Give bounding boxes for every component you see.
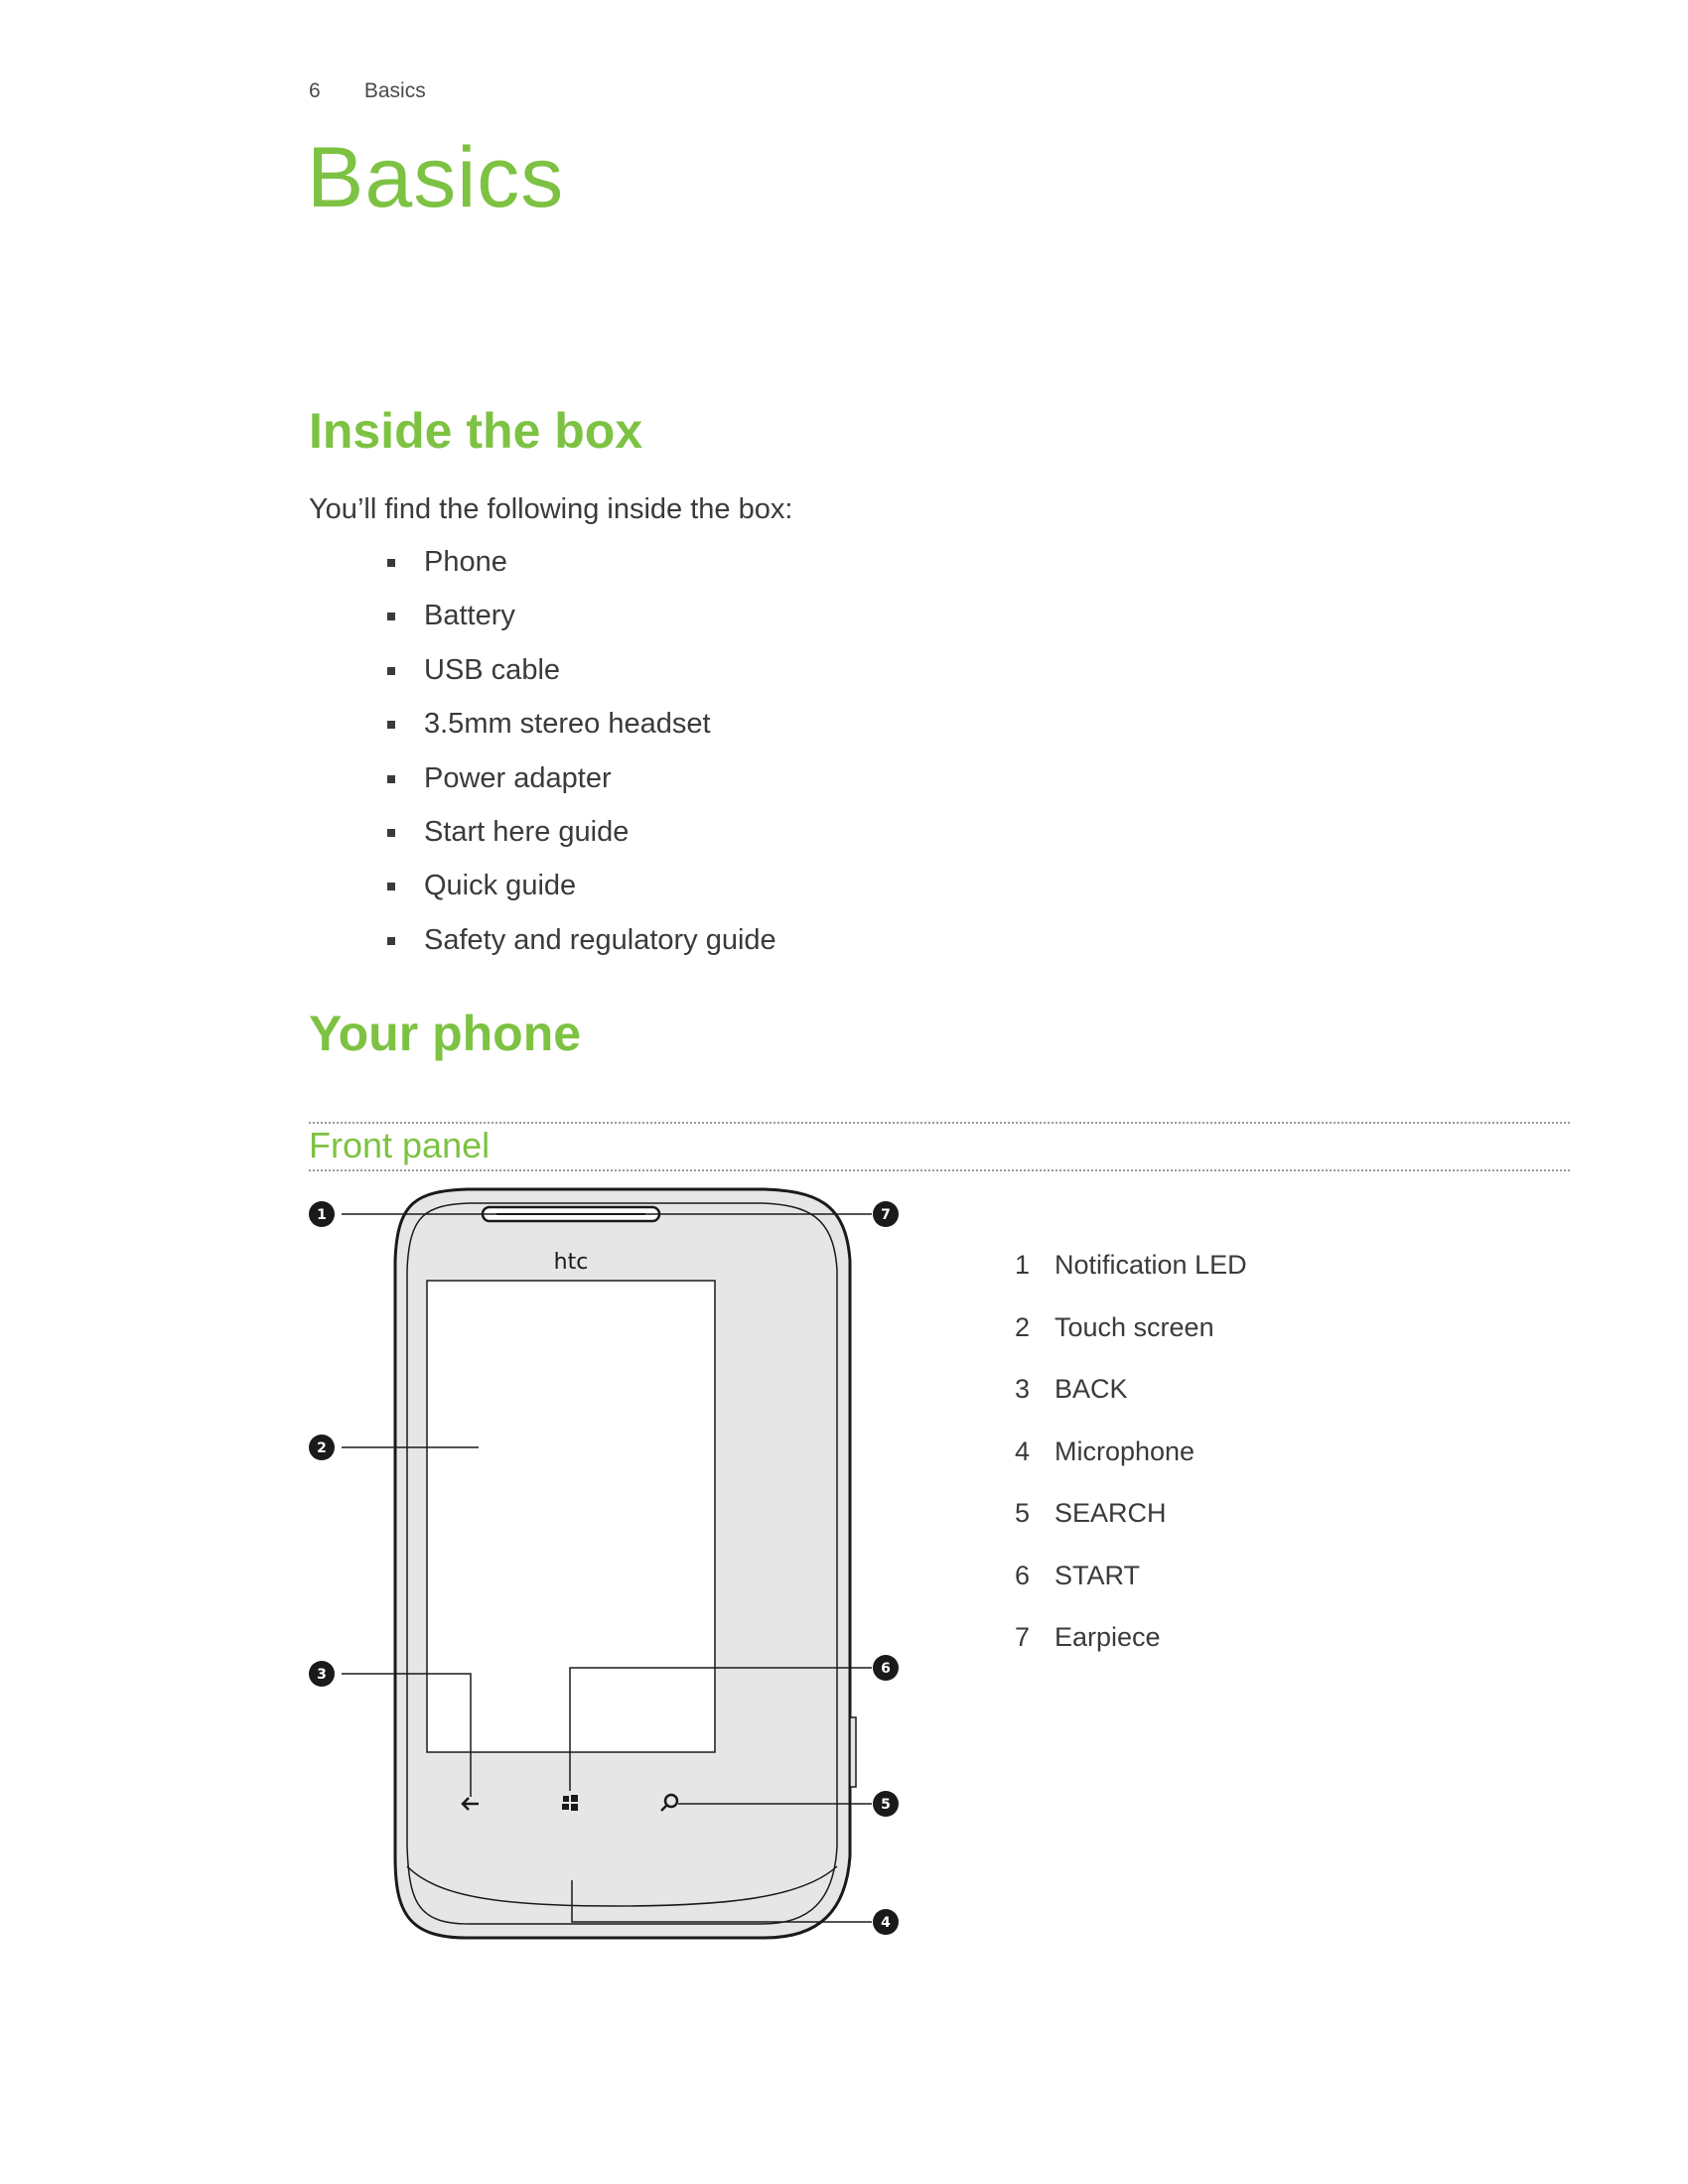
legend-number: 2 <box>1015 1311 1031 1342</box>
box-contents-list <box>387 544 776 976</box>
callout-2 <box>309 1434 335 1460</box>
legend-label: Notification LED <box>1055 1250 1247 1280</box>
list-item: Quick guide <box>387 868 776 921</box>
legend-item <box>1015 1247 1247 1309</box>
legend-label: Touch screen <box>1055 1311 1214 1342</box>
list-item: Phone <box>387 544 776 598</box>
legend-item <box>1015 1619 1247 1682</box>
callout-number: 4 <box>881 1915 891 1931</box>
chapter-title: Basics <box>307 130 565 225</box>
callout-number: 5 <box>881 1797 891 1813</box>
running-section-title: Basics <box>363 79 426 102</box>
htc-logo: htc <box>553 1250 589 1275</box>
legend-item <box>1015 1433 1247 1496</box>
legend-label: BACK <box>1055 1374 1128 1404</box>
page-number: 6 <box>309 79 321 102</box>
legend-number: 4 <box>1015 1435 1031 1466</box>
callout-number: 3 <box>317 1667 327 1683</box>
phone-illustration <box>395 1189 856 1938</box>
front-panel-legend <box>1015 1247 1247 1682</box>
list-item: 3.5mm stereo headset <box>387 706 776 759</box>
callout-3 <box>309 1661 335 1687</box>
dotted-divider <box>309 1122 1570 1124</box>
your-phone-heading: Your phone <box>309 1006 582 1061</box>
callout-5 <box>873 1791 899 1817</box>
legend-item <box>1015 1309 1247 1372</box>
inside-the-box-heading: Inside the box <box>309 403 643 459</box>
callout-6 <box>873 1655 899 1681</box>
callout-number: 6 <box>881 1661 891 1677</box>
callout-7 <box>873 1201 899 1227</box>
legend-number: 6 <box>1015 1560 1031 1590</box>
legend-item <box>1015 1495 1247 1558</box>
legend-number: 3 <box>1015 1374 1031 1404</box>
front-panel-diagram <box>298 1181 914 1956</box>
front-panel-subheading: Front panel <box>309 1125 491 1165</box>
legend-item <box>1015 1558 1247 1620</box>
list-item: Battery <box>387 598 776 651</box>
legend-label: START <box>1055 1560 1141 1590</box>
dotted-divider <box>309 1169 1570 1171</box>
list-item: Safety and regulatory guide <box>387 922 776 976</box>
legend-number: 5 <box>1015 1498 1031 1528</box>
list-item: Power adapter <box>387 760 776 814</box>
inside-the-box-intro: You’ll find the following inside the box: <box>309 493 793 525</box>
legend-number: 1 <box>1015 1250 1031 1280</box>
callout-number: 7 <box>881 1207 891 1223</box>
list-item: USB cable <box>387 652 776 706</box>
legend-label: Microphone <box>1055 1435 1196 1466</box>
callout-1 <box>309 1201 335 1227</box>
running-header <box>309 79 426 103</box>
legend-label: SEARCH <box>1055 1498 1167 1528</box>
legend-number: 7 <box>1015 1622 1031 1652</box>
callout-4 <box>873 1909 899 1935</box>
list-item: Start here guide <box>387 814 776 868</box>
callout-number: 2 <box>317 1440 327 1456</box>
callout-number: 1 <box>317 1207 327 1223</box>
legend-item <box>1015 1371 1247 1433</box>
legend-label: Earpiece <box>1055 1622 1161 1652</box>
